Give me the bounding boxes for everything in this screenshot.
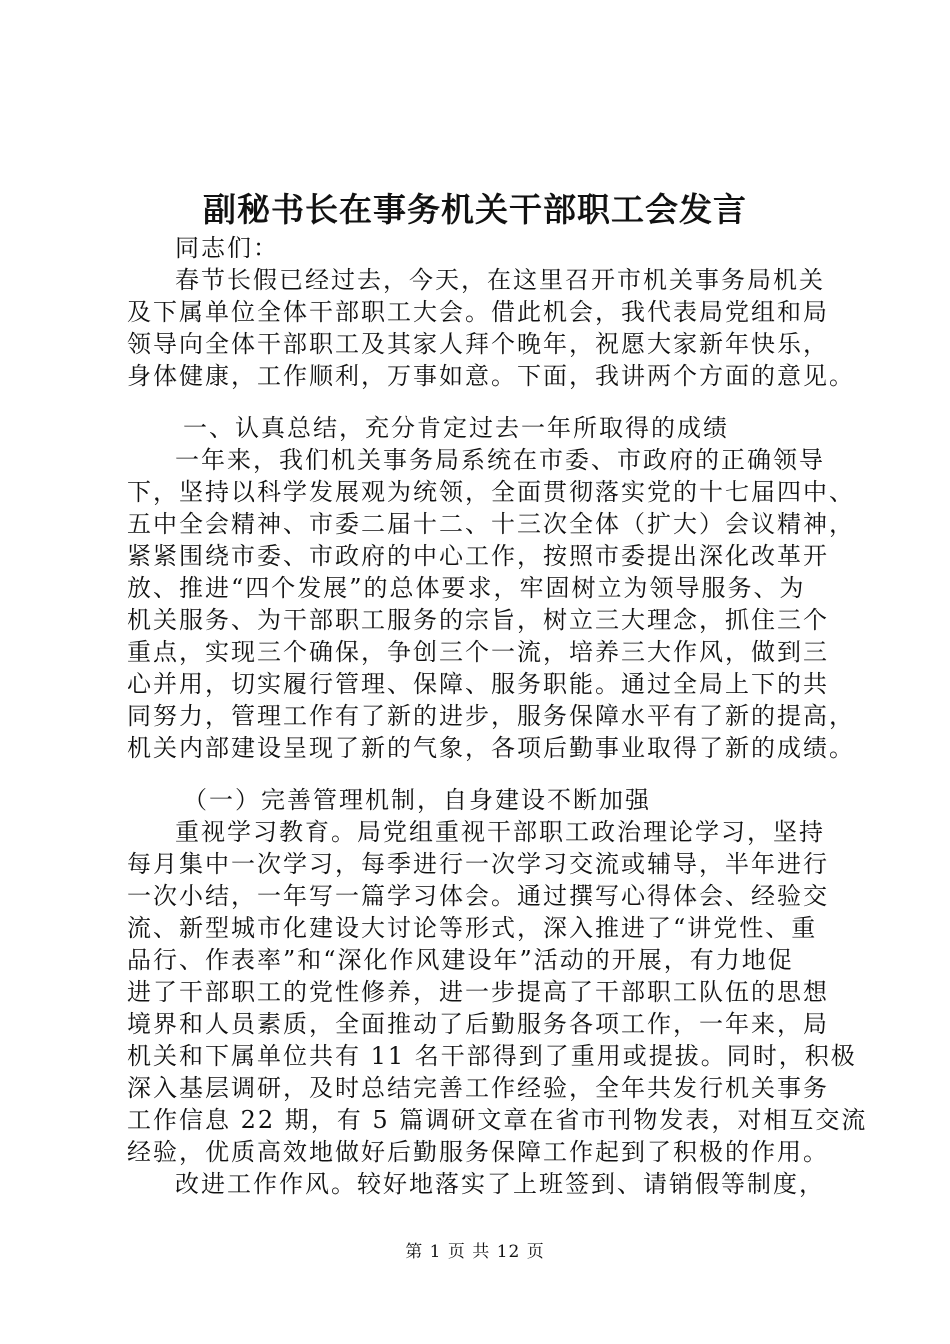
paragraph-line: 及下属单位全体干部职工大会。借此机会，我代表局党组和局	[127, 298, 829, 326]
paragraph-line: 境界和人员素质，全面推动了后勤服务各项工作，一年来，局	[127, 1010, 829, 1038]
paragraph-line: 放、推进“四个发展”的总体要求，牢固树立为领导服务、为	[127, 574, 806, 602]
document-title: 副秘书长在事务机关干部职工会发言	[203, 190, 747, 229]
paragraph-line: 进了干部职工的党性修养，进一步提高了干部职工队伍的思想	[127, 978, 829, 1006]
section-heading: 一、认真总结，充分肯定过去一年所取得的成绩	[183, 414, 729, 442]
paragraph-line: 品行、作表率”和“深化作风建设年”活动的开展，有力地促	[127, 946, 794, 974]
salutation: 同志们：	[175, 234, 279, 262]
paragraph-line: 五中全会精神、市委二届十二、十三次全体（扩大）会议精神，	[127, 510, 855, 538]
paragraph-line: 下，坚持以科学发展观为统领，全面贯彻落实党的十七届四中、	[127, 478, 855, 506]
paragraph-line: 领导向全体干部职工及其家人拜个晚年，祝愿大家新年快乐，	[127, 330, 829, 358]
paragraph-line: 紧紧围绕市委、市政府的中心工作，按照市委提出深化改革开	[127, 542, 829, 570]
paragraph-line: 春节长假已经过去，今天，在这里召开市机关事务局机关	[175, 266, 825, 294]
paragraph-line: 深入基层调研，及时总结完善工作经验，全年共发行机关事务	[127, 1074, 829, 1102]
paragraph-line: 重点，实现三个确保，争创三个一流，培养三大作风，做到三	[127, 638, 829, 666]
paragraph-line: 心并用，切实履行管理、保障、服务职能。通过全局上下的共	[127, 670, 829, 698]
page-footer: 第 1 页 共 12 页	[405, 1242, 545, 1262]
paragraph-line: 机关内部建设呈现了新的气象，各项后勤事业取得了新的成绩。	[127, 734, 855, 762]
paragraph-line: 一年来，我们机关事务局系统在市委、市政府的正确领导	[175, 446, 825, 474]
paragraph-gap	[127, 764, 833, 784]
paragraph-line: 机关服务、为干部职工服务的宗旨，树立三大理念，抓住三个	[127, 606, 829, 634]
paragraph-line: 改进工作作风。较好地落实了上班签到、请销假等制度，	[175, 1170, 825, 1198]
paragraph-line: 重视学习教育。局党组重视干部职工政治理论学习，坚持	[175, 818, 825, 846]
paragraph-gap	[127, 392, 833, 412]
document-body	[127, 232, 868, 1200]
paragraph-line: 流、新型城市化建设大讨论等形式，深入推进了“讲党性、重	[127, 914, 818, 942]
subsection-heading: （一）完善管理机制，自身建设不断加强	[183, 786, 651, 814]
paragraph-line: 工作信息 22 期，有 5 篇调研文章在省市刊物发表，对相互交流	[127, 1106, 868, 1134]
paragraph-line: 经验，优质高效地做好后勤服务保障工作起到了积极的作用。	[127, 1138, 829, 1166]
paragraph-line: 每月集中一次学习，每季进行一次学习交流或辅导，半年进行	[127, 850, 829, 878]
paragraph-line: 同努力，管理工作有了新的进步，服务保障水平有了新的提高，	[127, 702, 855, 730]
paragraph-line: 身体健康，工作顺利，万事如意。下面，我讲两个方面的意见。	[127, 362, 855, 390]
paragraph-line: 机关和下属单位共有 11 名干部得到了重用或提拔。同时，积极	[127, 1042, 857, 1070]
paragraph-line: 一次小结，一年写一篇学习体会。通过撰写心得体会、经验交	[127, 882, 829, 910]
